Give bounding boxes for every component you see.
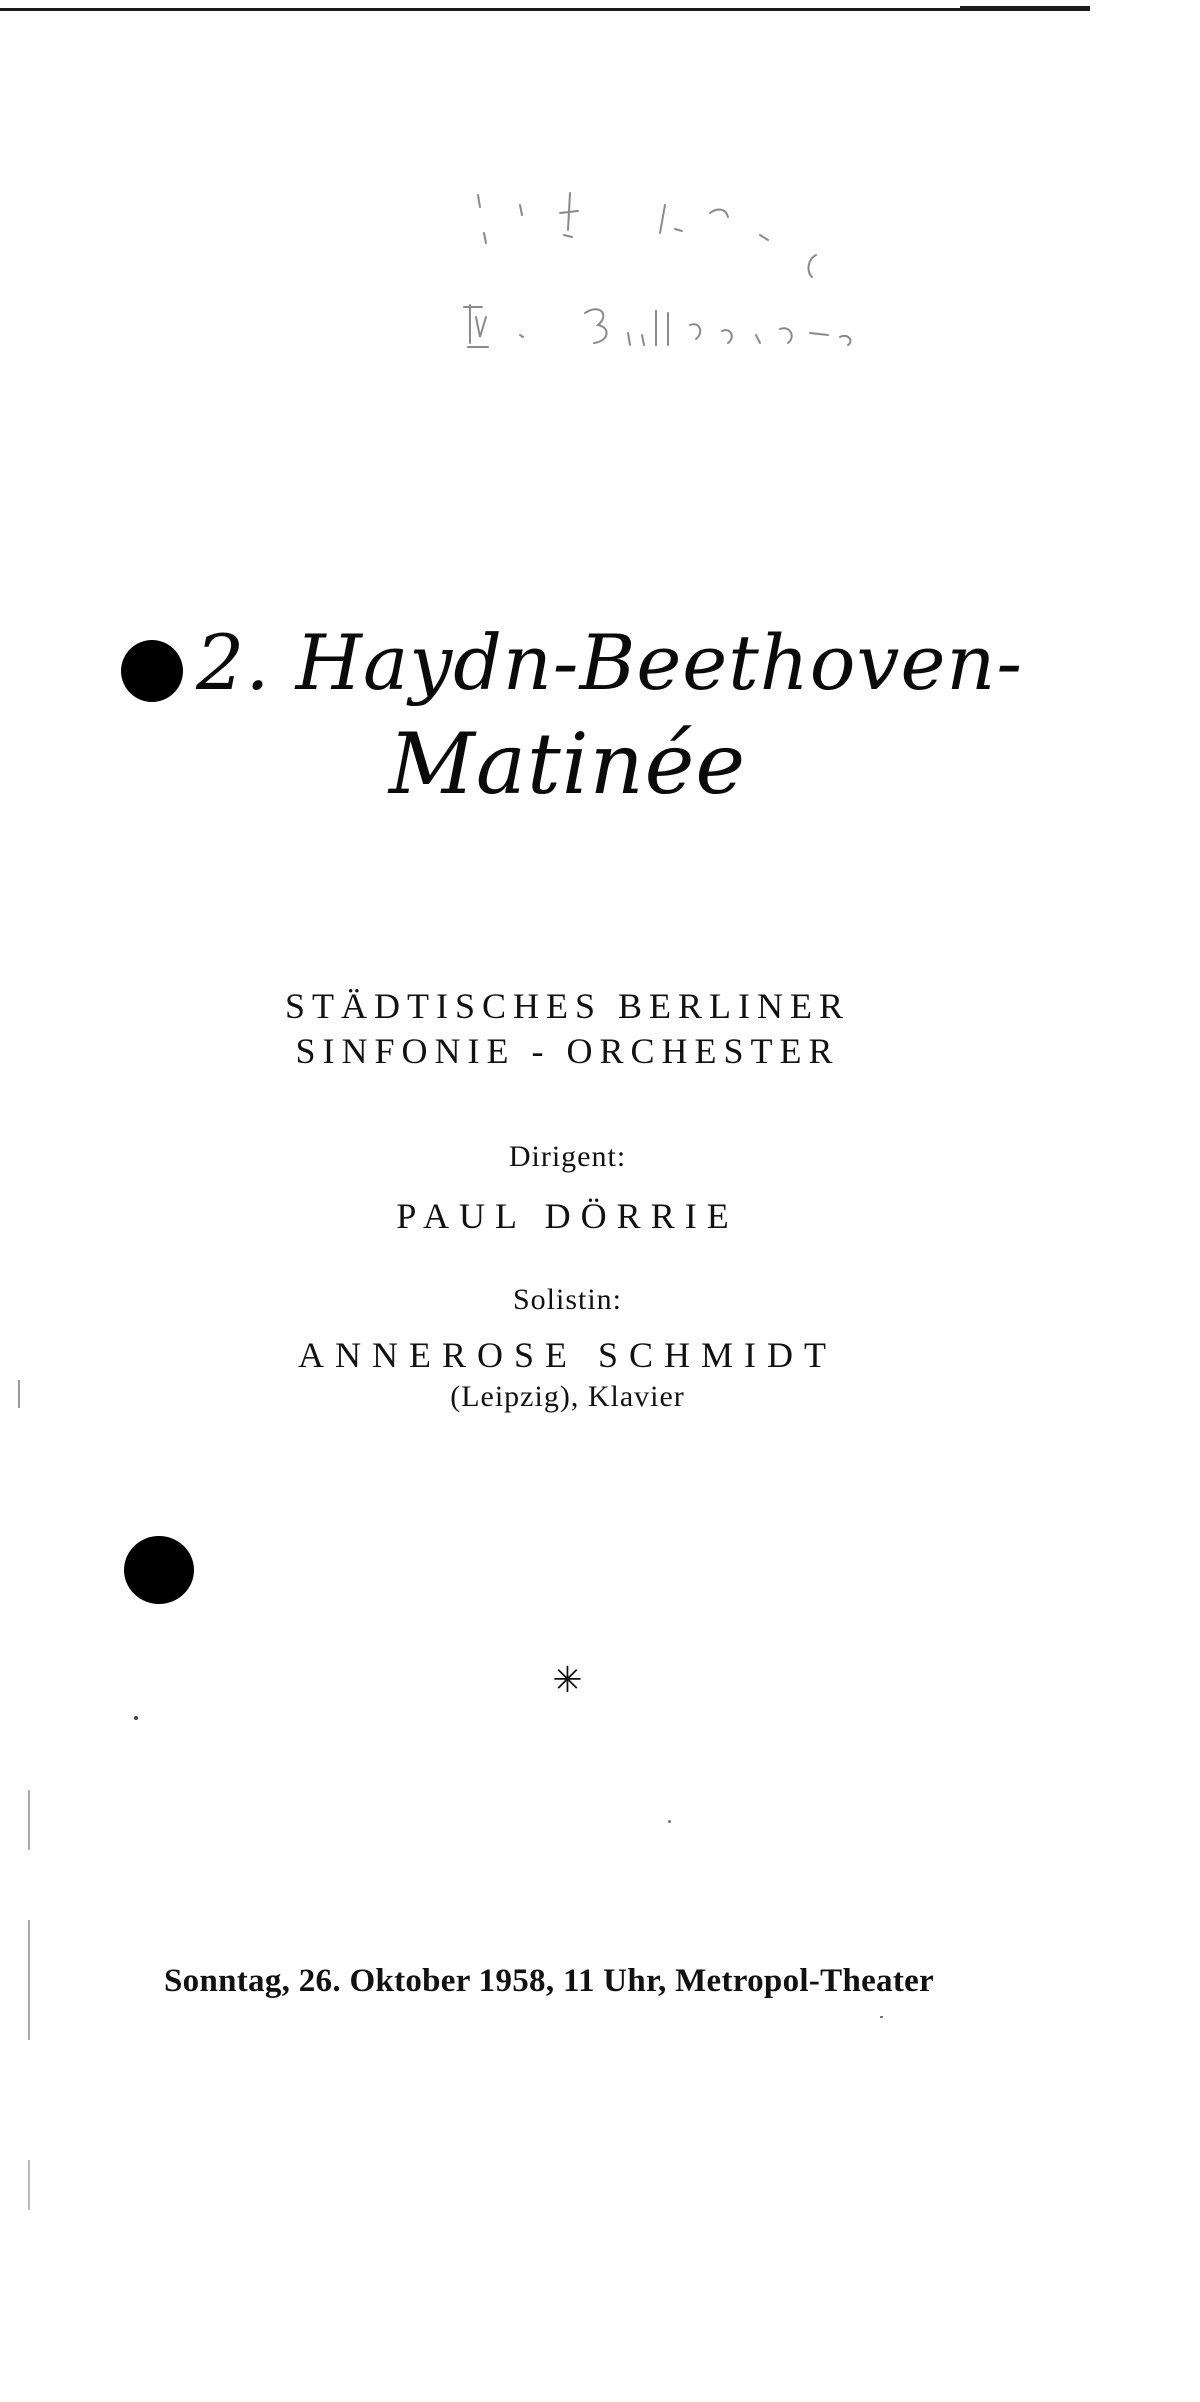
conductor-name: PAUL DÖRRIE <box>396 1196 739 1236</box>
conductor-label: Dirigent: <box>508 1140 627 1173</box>
scan-speck <box>134 1716 138 1720</box>
handwritten-annotation <box>460 185 930 385</box>
punch-hole-dot <box>124 1536 194 1604</box>
top-border-line <box>0 8 1090 11</box>
scan-speck <box>880 2016 883 2018</box>
separator-asterisk: ✳ <box>552 1660 583 1701</box>
soloist-detail: (Leipzig), Klavier <box>450 1380 685 1413</box>
scan-speck <box>28 2160 30 2210</box>
bullet-dot <box>121 640 183 702</box>
orchestra-name-line-1: STÄDTISCHES BERLINER <box>284 986 851 1026</box>
scan-speck <box>668 1820 671 1823</box>
orchestra-name-line-2: SINFONIE - ORCHESTER <box>295 1031 840 1071</box>
soloist-name: ANNEROSE SCHMIDT <box>297 1335 838 1375</box>
scan-speck <box>18 1380 20 1408</box>
soloist-label: Solistin: <box>512 1283 623 1316</box>
event-date-venue: Sonntag, 26. Oktober 1958, 11 Uhr, Metropol-Theater <box>164 1963 935 1999</box>
program-title-line-2: Matinée <box>388 715 747 813</box>
program-title-line-1: 2. Haydn-Beethoven- <box>196 618 1024 707</box>
scan-speck <box>28 1790 30 1850</box>
top-border-line-thick <box>960 6 1090 11</box>
scan-speck <box>28 1920 30 2040</box>
